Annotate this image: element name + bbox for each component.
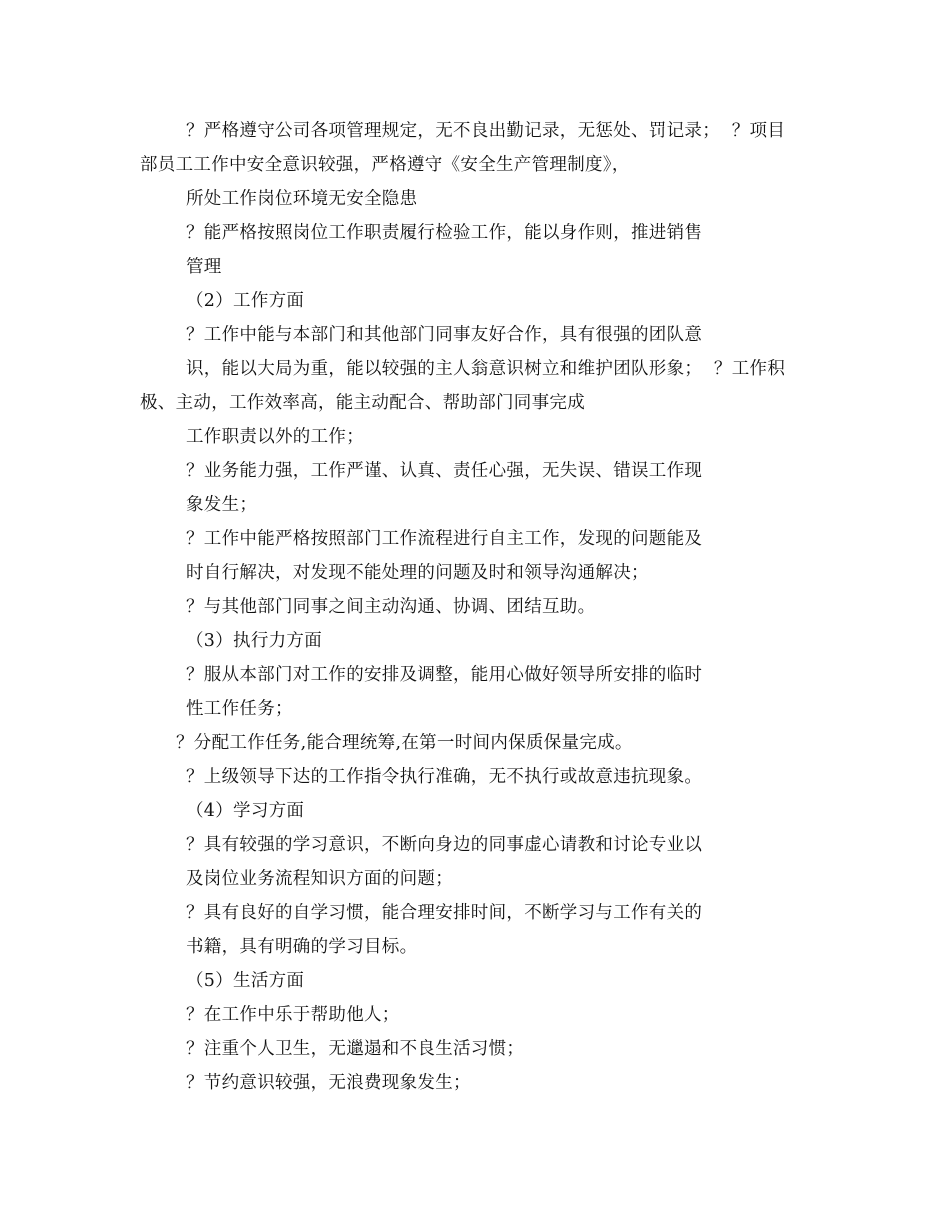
text-line: ？工作中能严格按照部门工作流程进行自主工作，发现的问题能及 [186,529,703,549]
text-line: 所处工作岗位环境无安全隐患 [186,189,418,209]
text-line: 管理 [186,257,222,277]
text-line: ？注重个人卫生，无邋遢和不良生活习惯； [186,1039,525,1059]
text-line: ？业务能力强，工作严谨、认真、责任心强，无失误、错误工作现 [186,461,703,481]
text-line: ？能严格按照岗位工作职责履行检验工作，能以身作则，推进销售 [186,223,703,243]
text-line: 象发生； [186,495,258,515]
text-line: ？具有良好的自学习惯，能合理安排时间，不断学习与工作有关的 [186,903,703,923]
text-line: ？上级领导下达的工作指令执行准确，无不执行或故意违抗现象。 [186,767,703,787]
text-line: ？与其他部门同事之间主动沟通、协调、团结互助。 [186,597,596,617]
text-line: 部员工工作中安全意识较强，严格遵守《安全生产管理制度》， [140,155,630,175]
text-line: 识，能以大局为重，能以较强的主人翁意识树立和维护团队形象； ？工作积 [186,359,786,379]
text-line: ？分配工作任务,能合理统筹,在第一时间内保质保量完成。 [176,733,633,753]
section-heading: （4）学习方面 [186,801,305,821]
section-heading: （5）生活方面 [186,971,305,991]
text-line: ？在工作中乐于帮助他人； [186,1005,400,1025]
text-line: ？严格遵守公司各项管理规定，无不良出勤记录，无惩处、罚记录； ？项目 [186,121,786,141]
section-heading: （3）执行力方面 [186,631,323,651]
text-line: ？服从本部门对工作的安排及调整，能用心做好领导所安排的临时 [186,665,703,685]
text-line: 极、主动，工作效率高，能主动配合、帮助部门同事完成 [140,393,585,413]
text-line: 性工作任务； [186,699,293,719]
text-line: 工作职责以外的工作； [186,427,364,447]
text-line: 书籍，具有明确的学习目标。 [186,937,418,957]
text-line: 时自行解决，对发现不能处理的问题及时和领导沟通解决； [186,563,649,583]
text-line: ？工作中能与本部门和其他部门同事友好合作，具有很强的团队意 [186,325,703,345]
text-line: 及岗位业务流程知识方面的问题； [186,869,453,889]
section-heading: （2）工作方面 [186,291,305,311]
text-line: ？具有较强的学习意识，不断向身边的同事虚心请教和讨论专业以 [186,835,703,855]
text-line: ？节约意识较强，无浪费现象发生； [186,1073,471,1093]
